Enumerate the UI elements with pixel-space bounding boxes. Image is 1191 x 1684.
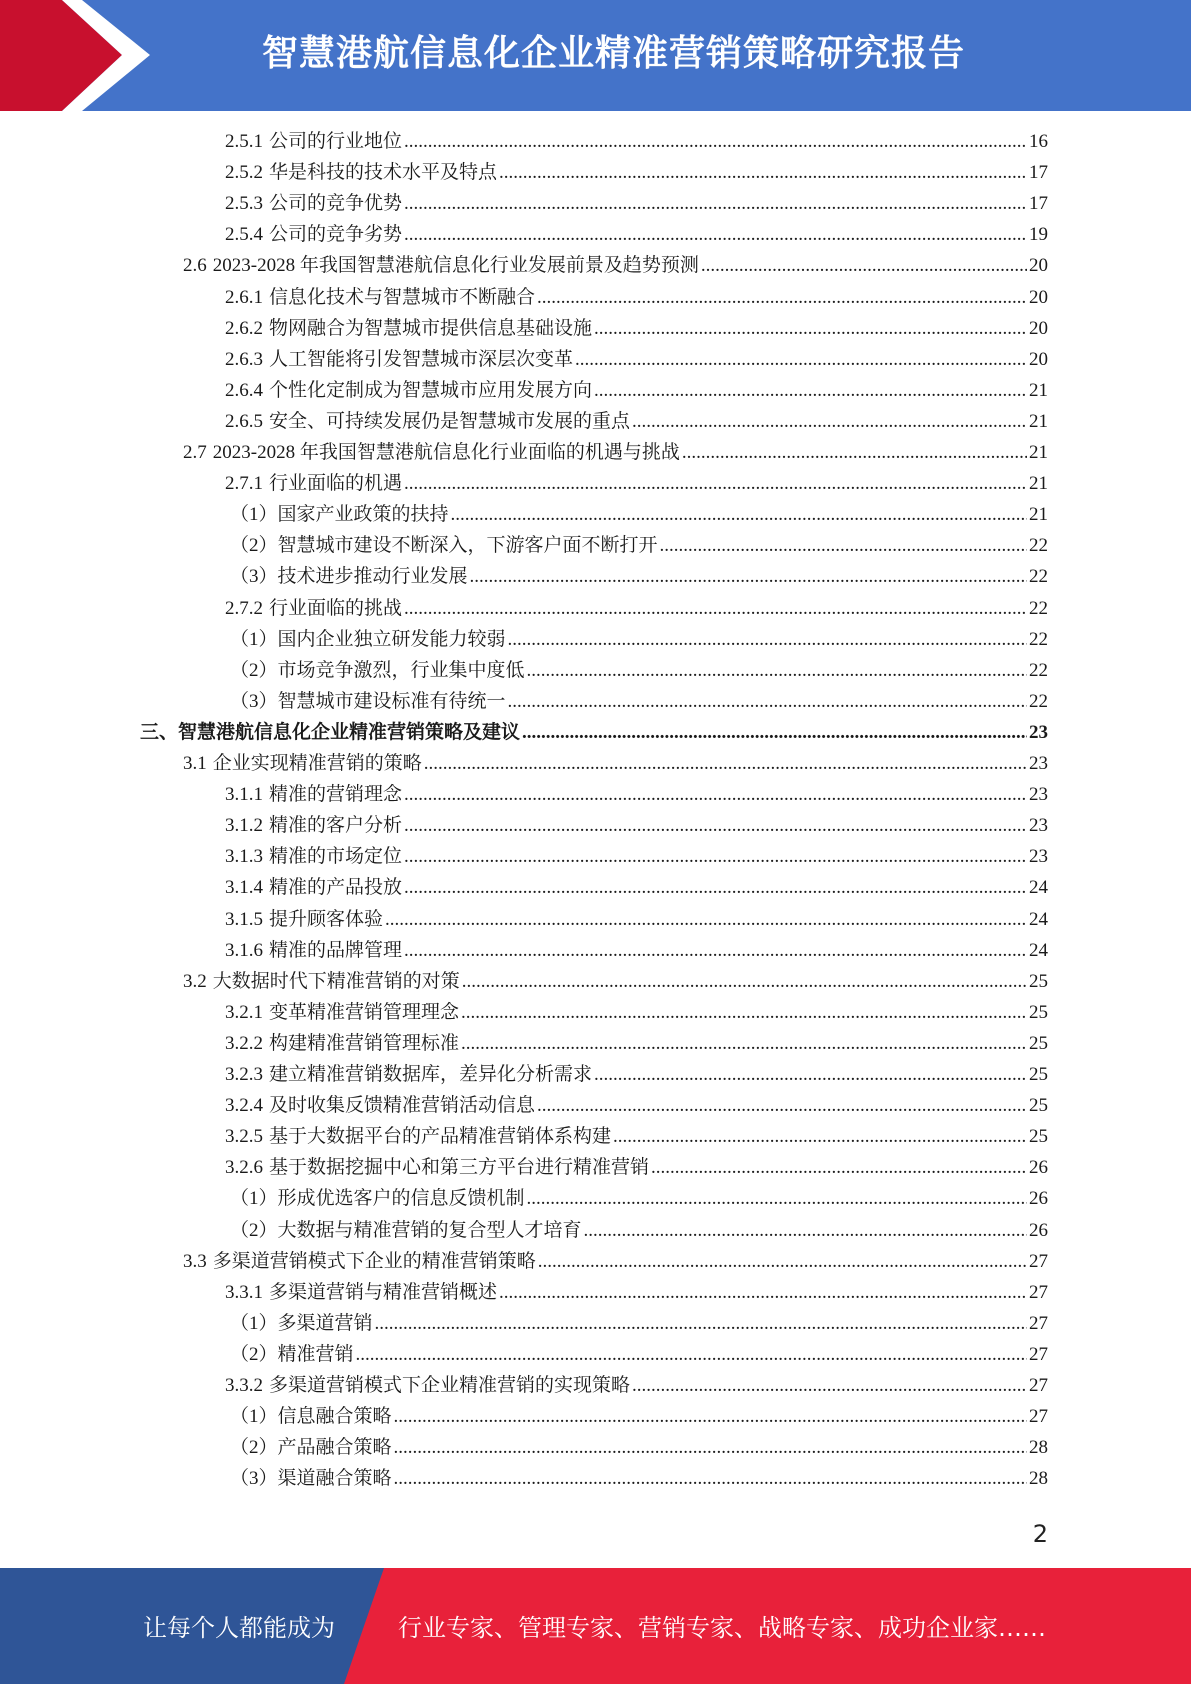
toc-entry-label: 市场竞争激烈，行业集中度低 xyxy=(277,659,525,681)
toc-entry[interactable] xyxy=(225,406,1048,437)
toc-entry-label: 安全、可持续发展仍是智慧城市发展的重点 xyxy=(269,410,631,432)
toc-entry-number: 3.2.6 xyxy=(225,1157,263,1179)
toc-entry-page: 16 xyxy=(1029,131,1048,152)
toc-entry-number: 3.1.2 xyxy=(225,815,263,837)
toc-dot-leader xyxy=(404,872,1027,903)
toc-entry-number: 3.2.4 xyxy=(225,1095,263,1117)
toc-entry-page: 17 xyxy=(1029,162,1048,184)
toc-entry[interactable] xyxy=(225,157,1048,188)
toc-entry-label: 多渠道营销模式下企业精准营销的实现策略 xyxy=(269,1375,631,1396)
toc-entry-page: 23 xyxy=(1029,784,1048,806)
toc-entry-page: 24 xyxy=(1029,877,1048,899)
toc-dot-leader xyxy=(462,966,1027,997)
toc-dot-leader xyxy=(527,1183,1027,1214)
toc-entry-number: 3.2.1 xyxy=(225,1001,263,1023)
toc-entry-page: 21 xyxy=(1029,504,1048,526)
toc-entry[interactable] xyxy=(225,375,1048,406)
toc-entry-number: 2.5.2 xyxy=(225,162,263,184)
toc-entry-label: 个性化定制成为智慧城市应用发展方向 xyxy=(269,379,593,401)
toc-dot-leader xyxy=(594,1059,1027,1090)
page-footer xyxy=(0,1568,1191,1684)
toc-entry-page: 22 xyxy=(1029,659,1048,681)
toc-entry[interactable] xyxy=(225,872,1048,903)
toc-entry-label: 精准的市场定位 xyxy=(269,846,403,868)
toc-entry-label: 公司的竞争劣势 xyxy=(269,224,403,246)
toc-entry-label: 精准的客户分析 xyxy=(269,815,403,837)
toc-entry-label: 人工智能将引发智慧城市深层次变革 xyxy=(269,348,574,370)
toc-entry-page: 26 xyxy=(1029,1219,1048,1241)
toc-entry-label: 精准的品牌管理 xyxy=(269,939,403,961)
toc-entry-page: 25 xyxy=(1029,1064,1048,1085)
toc-entry-page: 25 xyxy=(1029,970,1048,992)
toc-entry-page: 28 xyxy=(1029,1437,1048,1459)
toc-dot-leader xyxy=(404,935,1027,966)
toc-dot-leader xyxy=(575,344,1027,375)
toc-entry[interactable] xyxy=(225,1121,1048,1152)
toc-entry-number: （2） xyxy=(230,659,278,681)
toc-dot-leader xyxy=(404,593,1027,624)
report-title: 智慧港航信息化企业精准营销策略研究报告 xyxy=(262,33,966,74)
toc-entry-number: 2.6.4 xyxy=(225,379,263,401)
toc-dot-leader xyxy=(584,1215,1027,1246)
toc-entry-page: 20 xyxy=(1029,286,1048,308)
toc-dot-leader xyxy=(508,624,1027,655)
toc-entry-number: （2） xyxy=(230,535,278,557)
toc-entry[interactable] xyxy=(225,841,1048,872)
toc-entry-label: 技术进步推动行业发展 xyxy=(277,566,468,588)
toc-dot-leader xyxy=(394,1463,1027,1494)
toc-entry-label: 多渠道营销与精准营销概述 xyxy=(269,1281,498,1303)
toc-entry-page: 26 xyxy=(1029,1188,1048,1210)
toc-entry[interactable] xyxy=(225,904,1048,935)
toc-entry[interactable] xyxy=(230,1401,1048,1432)
toc-entry-number: 2.7.1 xyxy=(225,473,263,495)
toc-entry-page: 27 xyxy=(1029,1375,1048,1396)
toc-entry-label: 渠道融合策略 xyxy=(277,1468,392,1490)
toc-entry-number: （1） xyxy=(230,1312,278,1334)
toc-entry-label: 产品融合策略 xyxy=(277,1437,392,1459)
toc-dot-leader xyxy=(660,530,1027,561)
toc-entry-label: 精准的产品投放 xyxy=(269,877,403,899)
toc-entry-label: 变革精准营销管理理念 xyxy=(269,1001,460,1023)
toc-dot-leader xyxy=(404,468,1027,499)
toc-entry-label: 基于大数据平台的产品精准营销体系构建 xyxy=(269,1126,612,1148)
toc-entry-number: （1） xyxy=(230,628,278,650)
toc-entry[interactable] xyxy=(183,250,1048,281)
toc-entry-number: （2） xyxy=(230,1343,278,1365)
toc-entry-label: 公司的竞争优势 xyxy=(269,193,403,215)
toc-dot-leader xyxy=(394,1432,1027,1463)
toc-entry[interactable] xyxy=(225,935,1048,966)
toc-entry-number: 3.1 xyxy=(183,753,207,774)
toc-entry[interactable] xyxy=(230,1463,1048,1494)
toc-entry-label: 2023-2028 年我国智慧港航信息化行业发展前景及趋势预测 xyxy=(212,255,699,277)
toc-dot-leader xyxy=(394,1401,1027,1432)
toc-entry[interactable] xyxy=(183,748,1048,779)
toc-entry-page: 21 xyxy=(1029,473,1048,495)
toc-entry-number: 2.6.2 xyxy=(225,317,263,339)
toc-entry-number: （2） xyxy=(230,1219,278,1241)
toc-entry[interactable] xyxy=(225,1090,1048,1121)
toc-entry-page: 22 xyxy=(1029,535,1048,557)
toc-entry-page: 27 xyxy=(1029,1281,1048,1303)
toc-entry[interactable] xyxy=(230,1215,1048,1246)
toc-entry-number: 2.6 xyxy=(183,255,207,277)
page-number: 2 xyxy=(1032,1520,1048,1548)
toc-entry-number: 3.3.1 xyxy=(225,1281,263,1303)
toc-dot-leader xyxy=(385,904,1027,935)
toc-entry-label: 提升顾客体验 xyxy=(269,908,384,930)
toc-entry-number: 2.5.4 xyxy=(225,224,263,246)
toc-dot-leader xyxy=(527,655,1027,686)
toc-dot-leader xyxy=(632,1370,1027,1401)
toc-entry[interactable] xyxy=(225,810,1048,841)
toc-entry-page: 25 xyxy=(1029,1001,1048,1023)
toc-dot-leader xyxy=(594,313,1027,344)
toc-entry-label: 基于数据挖掘中心和第三方平台进行精准营销 xyxy=(269,1157,650,1179)
toc-dot-leader xyxy=(451,499,1027,530)
toc-entry[interactable] xyxy=(230,624,1048,655)
toc-entry-page: 22 xyxy=(1029,566,1048,588)
toc-entry[interactable] xyxy=(230,1339,1048,1370)
toc-entry[interactable] xyxy=(183,966,1048,997)
toc-entry[interactable] xyxy=(183,437,1048,468)
toc-entry-label: 形成优选客户的信息反馈机制 xyxy=(277,1188,525,1210)
toc-entry-page: 27 xyxy=(1029,1406,1048,1428)
toc-entry-number: （2） xyxy=(230,1437,278,1459)
toc-dot-leader xyxy=(499,157,1027,188)
toc-entry-page: 20 xyxy=(1029,317,1048,339)
toc-dot-leader xyxy=(651,1152,1027,1183)
toc-dot-leader xyxy=(701,250,1027,281)
toc-entry-page: 23 xyxy=(1029,721,1048,743)
toc-entry-number: 2.7 xyxy=(183,442,207,463)
toc-entry-label: 物网融合为智慧城市提供信息基础设施 xyxy=(269,317,593,339)
footer-slogan-right: 行业专家、管理专家、营销专家、战略专家、成功企业家…… xyxy=(398,1614,1046,1642)
toc-entry-page: 25 xyxy=(1029,1126,1048,1148)
toc-entry-page: 21 xyxy=(1029,379,1048,401)
toc-entry[interactable] xyxy=(230,1183,1048,1214)
toc-entry-page: 21 xyxy=(1029,410,1048,432)
toc-entry-number: 三、 xyxy=(140,721,179,743)
toc-entry-page: 19 xyxy=(1029,224,1048,246)
toc-dot-leader xyxy=(682,437,1027,468)
toc-entry-number: （3） xyxy=(230,690,278,712)
toc-entry-label: 国内企业独立研发能力较弱 xyxy=(277,628,506,650)
toc-entry-number: 3.1.3 xyxy=(225,846,263,868)
toc-entry-page: 21 xyxy=(1029,442,1048,463)
toc-entry-page: 26 xyxy=(1029,1157,1048,1179)
toc-entry[interactable] xyxy=(230,686,1048,717)
toc-dot-leader xyxy=(470,561,1027,592)
toc-entry-number: 3.1.6 xyxy=(225,939,263,961)
toc-entry-number: 3.3.2 xyxy=(225,1375,263,1396)
toc-dot-leader xyxy=(404,779,1027,810)
toc-dot-leader xyxy=(404,126,1027,157)
toc-dot-leader xyxy=(404,841,1027,872)
toc-entry[interactable] xyxy=(225,1370,1048,1401)
toc-entry-label: 智慧城市建设标准有待统一 xyxy=(277,690,506,712)
toc-dot-leader xyxy=(404,188,1027,219)
toc-entry-page: 27 xyxy=(1029,1312,1048,1334)
toc-dot-leader xyxy=(404,810,1027,841)
toc-entry-page: 22 xyxy=(1029,597,1048,619)
toc-entry-number: （1） xyxy=(230,1188,278,1210)
toc-entry-page: 25 xyxy=(1029,1095,1048,1117)
toc-entry[interactable] xyxy=(225,219,1048,250)
toc-entry[interactable] xyxy=(225,593,1048,624)
toc-entry-page: 27 xyxy=(1029,1343,1048,1365)
toc-entry-number: 3.1.5 xyxy=(225,908,263,930)
toc-dot-leader xyxy=(404,219,1027,250)
toc-dot-leader xyxy=(508,686,1027,717)
toc-entry-page: 28 xyxy=(1029,1468,1048,1490)
toc-entry-label: 信息化技术与智慧城市不断融合 xyxy=(269,286,536,308)
toc-dot-leader xyxy=(461,1028,1027,1059)
toc-entry-page: 25 xyxy=(1029,1032,1048,1054)
toc-dot-leader xyxy=(613,1121,1027,1152)
toc-dot-leader xyxy=(522,717,1027,748)
toc-entry[interactable] xyxy=(225,126,1048,157)
toc-entry-label: 华是科技的技术水平及特点 xyxy=(269,162,498,184)
toc-entry[interactable] xyxy=(183,1246,1048,1277)
toc-entry-number: 3.2 xyxy=(183,970,207,992)
toc-entry-page: 17 xyxy=(1029,193,1048,215)
toc-entry-page: 24 xyxy=(1029,939,1048,961)
toc-entry[interactable] xyxy=(230,1308,1048,1339)
toc-dot-leader xyxy=(538,1246,1027,1277)
toc-entry-label: 精准的营销理念 xyxy=(269,784,403,806)
toc-entry-number: 2.6.1 xyxy=(225,286,263,308)
toc-entry-label: 企业实现精准营销的策略 xyxy=(212,753,422,774)
toc-entry-label: 多渠道营销 xyxy=(277,1312,373,1334)
toc-entry-number: 2.5.3 xyxy=(225,193,263,215)
toc-entry[interactable] xyxy=(225,779,1048,810)
page-header xyxy=(0,0,1191,111)
footer-slogan-left: 让每个人都能成为 xyxy=(143,1614,335,1642)
toc-entry[interactable] xyxy=(225,1059,1048,1090)
toc-entry-page: 22 xyxy=(1029,628,1048,650)
toc-entry-number: 3.2.5 xyxy=(225,1126,263,1148)
toc-entry-label: 智慧港航信息化企业精准营销策略及建议 xyxy=(178,721,521,743)
toc-entry-page: 23 xyxy=(1029,753,1048,774)
toc-entry-number: （1） xyxy=(230,1406,278,1428)
toc-entry-label: 精准营销 xyxy=(277,1343,354,1365)
toc-entry-label: 2023-2028 年我国智慧港航信息化行业面临的机遇与挑战 xyxy=(212,442,680,463)
toc-entry-page: 24 xyxy=(1029,908,1048,930)
toc-dot-leader xyxy=(537,1090,1027,1121)
toc-entry-number: 3.1.4 xyxy=(225,877,263,899)
toc-entry-number: 2.5.1 xyxy=(225,131,263,152)
toc-entry-page: 23 xyxy=(1029,815,1048,837)
toc-entry-number: 2.7.2 xyxy=(225,597,263,619)
toc-entry-label: 国家产业政策的扶持 xyxy=(277,504,449,526)
toc-entry-number: （1） xyxy=(230,504,278,526)
toc-entry-number: 3.1.1 xyxy=(225,784,263,806)
toc-entry-label: 建立精准营销数据库，差异化分析需求 xyxy=(269,1064,593,1085)
toc-dot-leader xyxy=(356,1339,1027,1370)
toc-entry-label: 行业面临的挑战 xyxy=(269,597,403,619)
toc-entry[interactable] xyxy=(140,717,1048,748)
toc-entry-page: 23 xyxy=(1029,846,1048,868)
toc-entry[interactable] xyxy=(225,1277,1048,1308)
toc-entry-number: 3.2.3 xyxy=(225,1064,263,1085)
toc-entry-label: 构建精准营销管理标准 xyxy=(269,1032,460,1054)
toc-entry-label: 信息融合策略 xyxy=(277,1406,392,1428)
toc-entry[interactable] xyxy=(230,1432,1048,1463)
toc-entry-number: （3） xyxy=(230,1468,278,1490)
toc-entry-number: 2.6.5 xyxy=(225,410,263,432)
toc-dot-leader xyxy=(375,1308,1027,1339)
toc-entry-number: （3） xyxy=(230,566,278,588)
toc-entry-label: 智慧城市建设不断深入，下游客户面不断打开 xyxy=(277,535,658,557)
toc-entry[interactable] xyxy=(225,468,1048,499)
toc-entry[interactable] xyxy=(230,499,1048,530)
toc-entry-label: 多渠道营销模式下企业的精准营销策略 xyxy=(212,1250,536,1272)
toc-entry[interactable] xyxy=(225,282,1048,313)
toc-entry-page: 20 xyxy=(1029,348,1048,370)
toc-entry[interactable] xyxy=(225,1028,1048,1059)
toc-entry-label: 行业面临的机遇 xyxy=(269,473,403,495)
toc-entry[interactable] xyxy=(225,344,1048,375)
toc-entry-page: 20 xyxy=(1029,255,1048,277)
toc-entry-label: 大数据时代下精准营销的对策 xyxy=(212,970,460,992)
toc-entry[interactable] xyxy=(225,997,1048,1028)
toc-entry[interactable] xyxy=(225,1152,1048,1183)
toc-dot-leader xyxy=(594,375,1027,406)
toc-entry-label: 公司的行业地位 xyxy=(269,131,403,152)
toc-entry[interactable] xyxy=(225,313,1048,344)
toc-entry[interactable] xyxy=(230,561,1048,592)
toc-entry[interactable] xyxy=(225,188,1048,219)
toc-entry-page: 27 xyxy=(1029,1250,1048,1272)
toc-entry-number: 3.2.2 xyxy=(225,1032,263,1054)
toc-entry[interactable] xyxy=(230,655,1048,686)
toc-dot-leader xyxy=(632,406,1027,437)
toc-entry[interactable] xyxy=(230,530,1048,561)
toc-dot-leader xyxy=(499,1277,1027,1308)
toc-entry-page: 22 xyxy=(1029,690,1048,712)
toc-dot-leader xyxy=(537,282,1027,313)
toc-dot-leader xyxy=(461,997,1027,1028)
toc-entry-number: 3.3 xyxy=(183,1250,207,1272)
toc-entry-number: 2.6.3 xyxy=(225,348,263,370)
toc-dot-leader xyxy=(424,748,1027,779)
toc-entry-label: 大数据与精准营销的复合型人才培育 xyxy=(277,1219,582,1241)
toc-entry-label: 及时收集反馈精准营销活动信息 xyxy=(269,1095,536,1117)
